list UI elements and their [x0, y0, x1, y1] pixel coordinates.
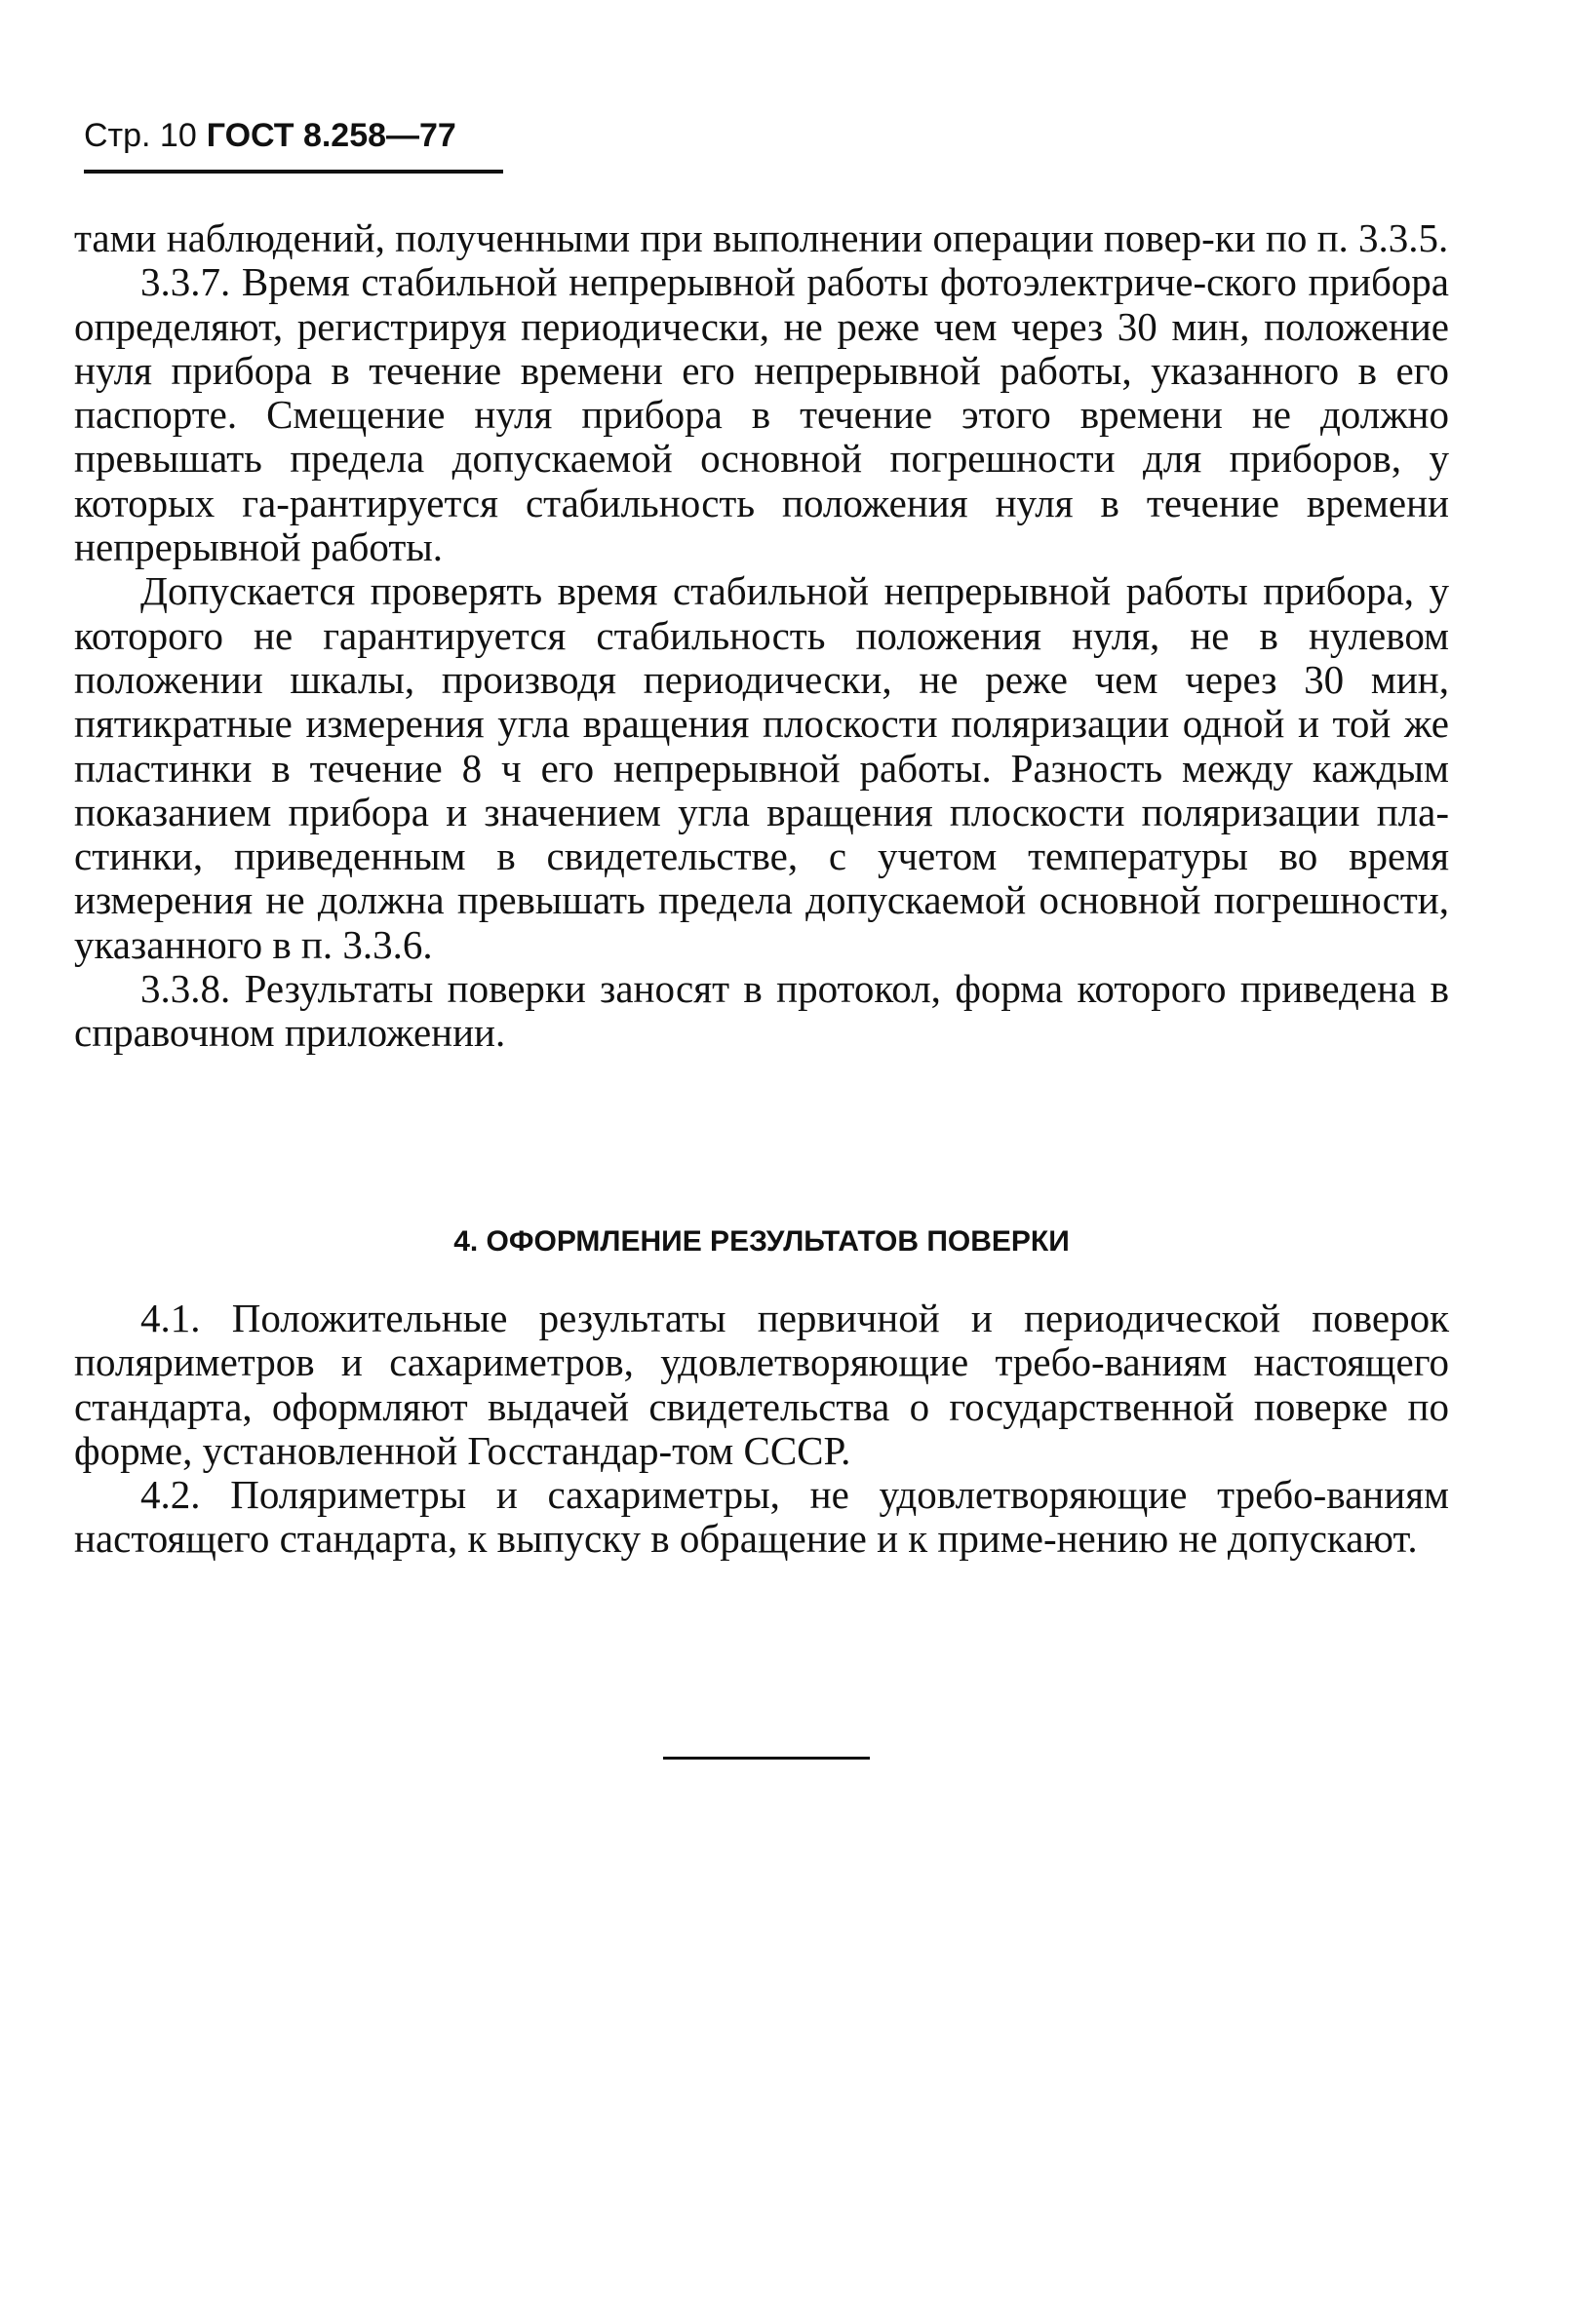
section-text: [74, 1297, 1449, 1562]
paragraph-continuation: тами наблюдений, полученными при выполнении операции повер-ки по п. 3.3.5.: [74, 215, 1449, 260]
body-text: [74, 216, 1449, 1056]
paragraph-3-3-8: 3.3.8. Результаты поверки заносят в протокол, форма которого приведена в справочном приложении.: [74, 966, 1449, 1056]
page-number: Стр. 10: [84, 117, 197, 154]
standard-code: ГОСТ 8.258—77: [206, 117, 456, 154]
page-header: [84, 109, 503, 174]
paragraph-4-1: 4.1. Положительные результаты первичной и периодической поверок поляриметров и сахариметров, удовлетворяющие требо-ваниям настоящего стандарта, оформляют выдачей свидетельства о государственной поверке по форме, установленной Госстандар-том СССР.: [74, 1296, 1449, 1473]
end-rule: [663, 1757, 870, 1760]
paragraph-4-2: 4.2. Поляриметры и сахариметры, не удовлетворяющие требо-ваниям настоящего стандарта, к выпуску в обращение и к приме-нению не допускают.: [74, 1472, 1449, 1562]
paragraph-3-3-7: 3.3.7. Время стабильной непрерывной работы фотоэлектриче-ского прибора определяют, регистрируя периодически, не реже чем через 30 мин, положение нуля прибора в течение времени его непрерывной работы, указанного в его паспорте. Смещение нуля прибора в течение этого времени не должно превышать предела допускаемой основной погрешности для приборов, у которых га-рантируется стабильность положения нуля в течение времени непрерывной работы.: [74, 259, 1449, 570]
paragraph-allowance: Допускается проверять время стабильной непрерывной работы прибора, у которого не гарантируется стабильность положения нуля, не в нулевом положении шкалы, производя периодически, не реже чем через 30 мин, пятикратные измерения угла вращения плоскости поляризации одной и той же пластинки в течение 8 ч его непрерывной работы. Разность между каждым показанием прибора и значением угла вращения плоскости поляризации пла-стинки, приведенным в свидетельстве, с учетом температуры во время измерения не должна превышать предела допускаемой основной погрешности, указанного в п. 3.3.6.: [74, 568, 1449, 967]
section-title: 4. ОФОРМЛЕНИЕ РЕЗУЛЬТАТОВ ПОВЕРКИ: [453, 1225, 1070, 1258]
